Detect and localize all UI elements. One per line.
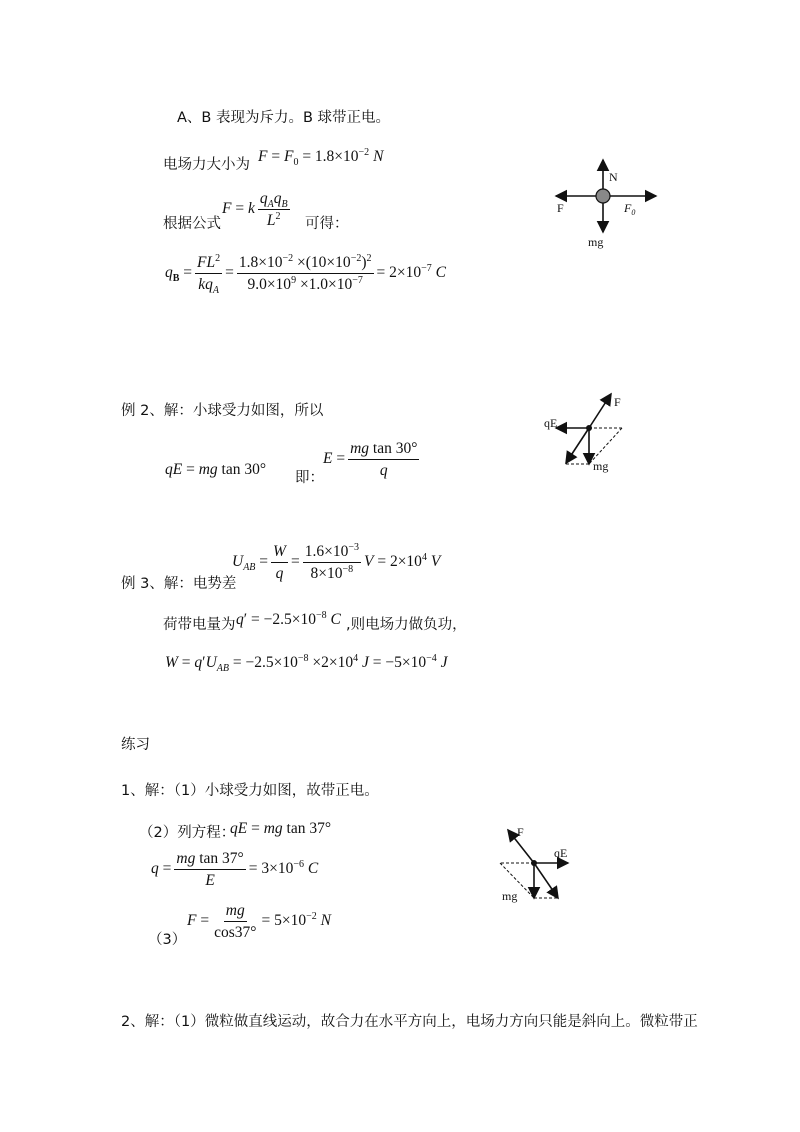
equation-potential-difference: $U_{AB}$ = $\frac{W}{q}$ = $\frac{1.6\times 10^{-3}}{8\times 10^{-8}}$ $V = 2\times 10^4$ V [232, 541, 441, 582]
equation-coulomb-law: F = k $\frac{q_Aq_B}{L^2}$ [222, 190, 288, 229]
force-diagram-example-2 [542, 388, 632, 478]
text-charge-label: 荷带电量为 [163, 617, 236, 633]
text-formula-label: 根据公式 [163, 216, 221, 232]
label-mg: mg [588, 235, 604, 249]
equation-work: $W = q'U_{AB} = -2.5\times 10^{-8} \times 2\times 10^4$ $J = -5\times 10^{-4}$ J [165, 652, 448, 675]
label-qe: qE [554, 846, 568, 860]
text-practice-1-part-3: （3） [148, 932, 187, 948]
equation-e-value: E = $\frac{\text{mg tan 30°}}{q}$ [323, 440, 418, 479]
text-result-suffix: 可得： [305, 216, 349, 232]
equation-charge-qb: $q_B$ = $\frac{FL^2}{kq_A}$ = $\frac{1.8\times 10^{-2} \times(10\times 10^{-2})^2}{9.0\times 10^9 \times 1.0\times 10^{-7}}$ = $2\times 10^{-7}$ C [165, 252, 446, 296]
text-ji: 即： [295, 470, 324, 486]
text-practice-2: 2、解：（1）微粒做直线运动，故合力在水平方向上，电场力方向只能是斜向上。微粒带正 [121, 1014, 698, 1030]
text-force-magnitude-label: 电场力大小为 [163, 157, 250, 173]
text-charge-suffix: ,则电场力做负功， [346, 617, 467, 633]
force-diagram-practice-1 [498, 822, 578, 908]
label-qe: qE [544, 416, 558, 430]
text-line-repulsion: A、B 表现为斥力。B 球带正电。 [177, 110, 391, 126]
label-f0: $F_0$ [624, 201, 636, 217]
label-mg: mg [502, 889, 518, 903]
heading-practice: 练习 [121, 737, 150, 753]
label-n: N [609, 170, 618, 184]
text-example-3: 例 3、解：电势差 [121, 576, 237, 592]
equation-qe-mg-tan: qE = mg tan 30° [165, 461, 267, 478]
label-f: F [614, 395, 621, 409]
equation-qe-tan37: qE = mg tan 37° [230, 820, 332, 837]
force-diagram-ball-b [548, 152, 668, 252]
text-practice-1-part-2: （2）列方程： [139, 825, 236, 841]
equation-f-value: F = $\frac{mg}{\cos 37^\circ}$ = $5\times 10^{-2}$ N [187, 902, 331, 941]
label-mg: mg [593, 459, 609, 473]
text-practice-1: 1、解：（1）小球受力如图，故带正电。 [121, 783, 379, 799]
equation-charge-value: $q' = -2.5\times 10^{-8}$ C [236, 609, 341, 628]
equation-force-value: $F = F_0 = 1.8\times 10^{-2}$ N [258, 146, 384, 169]
text-example-2: 例 2、解：小球受力如图，所以 [121, 403, 324, 419]
label-f: F [557, 201, 564, 215]
equation-q-value: q = $\frac{\text{mg tan 37°}}{E}$ = $3\times 10^{-6}$ C [151, 850, 319, 889]
label-f: F [517, 825, 524, 839]
